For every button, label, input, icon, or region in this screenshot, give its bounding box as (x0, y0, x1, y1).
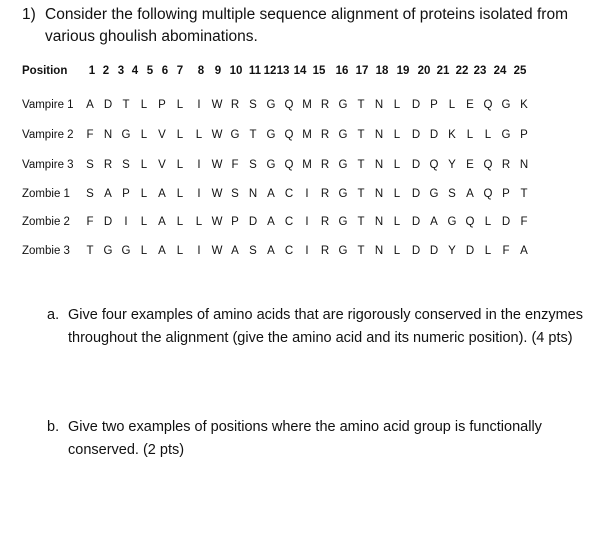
residue: L (176, 216, 184, 228)
subquestion-b-line1: Give two examples of positions where the amino acid group is functionally (68, 419, 542, 435)
position-number: 14 (293, 65, 307, 77)
residue: L (393, 216, 401, 228)
residue: E (466, 159, 474, 171)
sequence-label: Vampire 1 (22, 99, 74, 111)
subquestion-a-line2: throughout the alignment (give the amino acid and its numeric position). (4 pts) (68, 330, 573, 346)
position-number: 5 (146, 65, 154, 77)
residue: G (103, 245, 113, 257)
residue: P (231, 216, 239, 228)
residue: T (357, 159, 365, 171)
residue: K (448, 129, 456, 141)
residue: E (466, 99, 474, 111)
residue: D (103, 99, 113, 111)
residue: G (447, 216, 457, 228)
residue: L (393, 188, 401, 200)
residue: R (501, 159, 511, 171)
residue: D (411, 129, 421, 141)
residue: D (411, 245, 421, 257)
subquestion-b-line2: conserved. (2 pts) (68, 442, 185, 458)
residue: D (411, 99, 421, 111)
residue: L (176, 245, 184, 257)
residue: A (267, 188, 275, 200)
residue: I (305, 188, 309, 200)
residue: R (320, 99, 330, 111)
residue: Q (483, 99, 493, 111)
residue: Q (284, 99, 294, 111)
residue: T (122, 99, 130, 111)
residue: S (86, 159, 94, 171)
subquestion-a (0, 303, 602, 353)
residue: T (357, 216, 365, 228)
alignment-row (0, 126, 602, 144)
residue: N (374, 99, 384, 111)
residue: Q (284, 129, 294, 141)
residue: R (320, 245, 330, 257)
residue: D (248, 216, 258, 228)
residue: L (448, 99, 456, 111)
question-text-line2: various ghoulish abominations. (45, 28, 258, 45)
residue: K (520, 99, 528, 111)
residue: W (211, 245, 223, 257)
residue: G (266, 129, 276, 141)
position-number: 16 (335, 65, 349, 77)
residue: N (374, 216, 384, 228)
alignment-row (0, 242, 602, 260)
residue: I (197, 99, 201, 111)
alignment-row (0, 156, 602, 174)
residue: C (284, 188, 294, 200)
residue: L (176, 129, 184, 141)
sequence-label: Vampire 2 (22, 129, 74, 141)
position-number: 3 (117, 65, 125, 77)
subquestion-a-letter: a. (47, 307, 60, 323)
alignment-row (0, 213, 602, 231)
residue: I (124, 216, 128, 228)
position-number: 7 (176, 65, 184, 77)
residue: L (140, 129, 148, 141)
residue: S (249, 99, 257, 111)
residue: F (502, 245, 510, 257)
residue: T (357, 245, 365, 257)
question-header (0, 0, 602, 50)
residue: G (338, 216, 348, 228)
position-number: 19 (396, 65, 410, 77)
residue: P (502, 188, 510, 200)
residue: G (121, 129, 131, 141)
residue: D (411, 188, 421, 200)
residue: A (231, 245, 239, 257)
residue: T (357, 129, 365, 141)
residue: L (484, 216, 492, 228)
residue: I (197, 245, 201, 257)
residue: L (195, 129, 203, 141)
residue: L (140, 216, 148, 228)
alignment-row (0, 96, 602, 114)
residue: P (158, 99, 166, 111)
residue: W (211, 159, 223, 171)
residue: G (266, 99, 276, 111)
residue: L (484, 129, 492, 141)
subquestion-a-line1: Give four examples of amino acids that are rigorously conserved in the enzymes (68, 307, 583, 323)
position-number: 6 (161, 65, 169, 77)
residue: L (140, 245, 148, 257)
sequence-label: Zombie 3 (22, 245, 70, 257)
residue: Q (284, 159, 294, 171)
alignment-header-row (0, 62, 602, 80)
residue: T (520, 188, 528, 200)
residue: N (374, 159, 384, 171)
residue: Y (448, 245, 456, 257)
residue: C (284, 216, 294, 228)
residue: W (211, 216, 223, 228)
residue: G (121, 245, 131, 257)
residue: L (484, 245, 492, 257)
residue: R (320, 188, 330, 200)
residue: D (411, 159, 421, 171)
residue: D (501, 216, 511, 228)
position-number: 10 (229, 65, 243, 77)
residue: L (140, 159, 148, 171)
residue: P (122, 188, 130, 200)
question-number: 1) (22, 6, 36, 23)
residue: A (158, 188, 166, 200)
residue: M (302, 129, 312, 141)
residue: G (338, 188, 348, 200)
residue: A (267, 216, 275, 228)
residue: V (158, 129, 166, 141)
residue: G (338, 245, 348, 257)
residue: A (466, 188, 474, 200)
position-number: 9 (214, 65, 222, 77)
residue: R (103, 159, 113, 171)
residue: N (374, 188, 384, 200)
residue: G (230, 129, 240, 141)
sequence-label: Vampire 3 (22, 159, 74, 171)
question-text-line1: Consider the following multiple sequence alignment of proteins isolated from (45, 6, 568, 23)
position-number: 20 (417, 65, 431, 77)
residue: A (158, 245, 166, 257)
residue: R (320, 216, 330, 228)
residue: I (305, 245, 309, 257)
residue: L (176, 159, 184, 171)
position-number: 13 (276, 65, 290, 77)
residue: S (249, 245, 257, 257)
position-number: 4 (131, 65, 139, 77)
residue: L (176, 188, 184, 200)
position-number: 24 (493, 65, 507, 77)
sequence-label: Zombie 2 (22, 216, 70, 228)
residue: D (411, 216, 421, 228)
residue: L (195, 216, 203, 228)
position-number: 21 (436, 65, 450, 77)
residue: A (430, 216, 438, 228)
residue: M (302, 159, 312, 171)
position-number: 18 (375, 65, 389, 77)
residue: T (86, 245, 94, 257)
position-number: 12 (263, 65, 277, 77)
residue: Q (429, 159, 439, 171)
residue: M (302, 99, 312, 111)
residue: L (393, 245, 401, 257)
residue: F (86, 129, 94, 141)
residue: L (140, 188, 148, 200)
residue: S (231, 188, 239, 200)
residue: T (249, 129, 257, 141)
residue: P (520, 129, 528, 141)
residue: G (501, 99, 511, 111)
residue: G (429, 188, 439, 200)
residue: N (519, 159, 529, 171)
residue: A (104, 188, 112, 200)
position-number: 15 (312, 65, 326, 77)
residue: C (284, 245, 294, 257)
residue: Q (465, 216, 475, 228)
residue: P (430, 99, 438, 111)
residue: L (140, 99, 148, 111)
residue: N (103, 129, 113, 141)
residue: L (176, 99, 184, 111)
residue: N (248, 188, 258, 200)
position-number: 17 (355, 65, 369, 77)
residue: S (448, 188, 456, 200)
residue: A (86, 99, 94, 111)
residue: T (357, 188, 365, 200)
residue: R (320, 129, 330, 141)
residue: G (338, 129, 348, 141)
position-number: 22 (455, 65, 469, 77)
residue: S (249, 159, 257, 171)
residue: V (158, 159, 166, 171)
residue: A (158, 216, 166, 228)
alignment-row (0, 185, 602, 203)
residue: L (393, 99, 401, 111)
residue: L (393, 159, 401, 171)
residue: G (266, 159, 276, 171)
position-number: 2 (102, 65, 110, 77)
position-number: 1 (88, 65, 96, 77)
residue: L (393, 129, 401, 141)
subquestion-b-letter: b. (47, 419, 60, 435)
residue: N (374, 245, 384, 257)
position-number: 11 (248, 65, 262, 77)
residue: Q (483, 159, 493, 171)
residue: G (338, 159, 348, 171)
residue: Q (483, 188, 493, 200)
residue: F (86, 216, 94, 228)
residue: D (429, 245, 439, 257)
residue: Y (448, 159, 456, 171)
position-header-label: Position (22, 65, 68, 77)
residue: D (465, 245, 475, 257)
residue: R (320, 159, 330, 171)
residue: D (429, 129, 439, 141)
residue: S (86, 188, 94, 200)
residue: G (338, 99, 348, 111)
residue: I (197, 159, 201, 171)
residue: W (211, 129, 223, 141)
sequence-label: Zombie 1 (22, 188, 70, 200)
residue: F (231, 159, 239, 171)
position-number: 8 (197, 65, 205, 77)
residue: D (103, 216, 113, 228)
position-number: 23 (473, 65, 487, 77)
residue: W (211, 99, 223, 111)
residue: G (501, 129, 511, 141)
residue: A (267, 245, 275, 257)
residue: W (211, 188, 223, 200)
residue: R (230, 99, 240, 111)
residue: F (520, 216, 528, 228)
subquestion-b (0, 415, 602, 465)
residue: L (466, 129, 474, 141)
residue: T (357, 99, 365, 111)
residue: A (520, 245, 528, 257)
residue: I (197, 188, 201, 200)
residue: I (305, 216, 309, 228)
residue: N (374, 129, 384, 141)
position-number: 25 (513, 65, 527, 77)
residue: S (122, 159, 130, 171)
